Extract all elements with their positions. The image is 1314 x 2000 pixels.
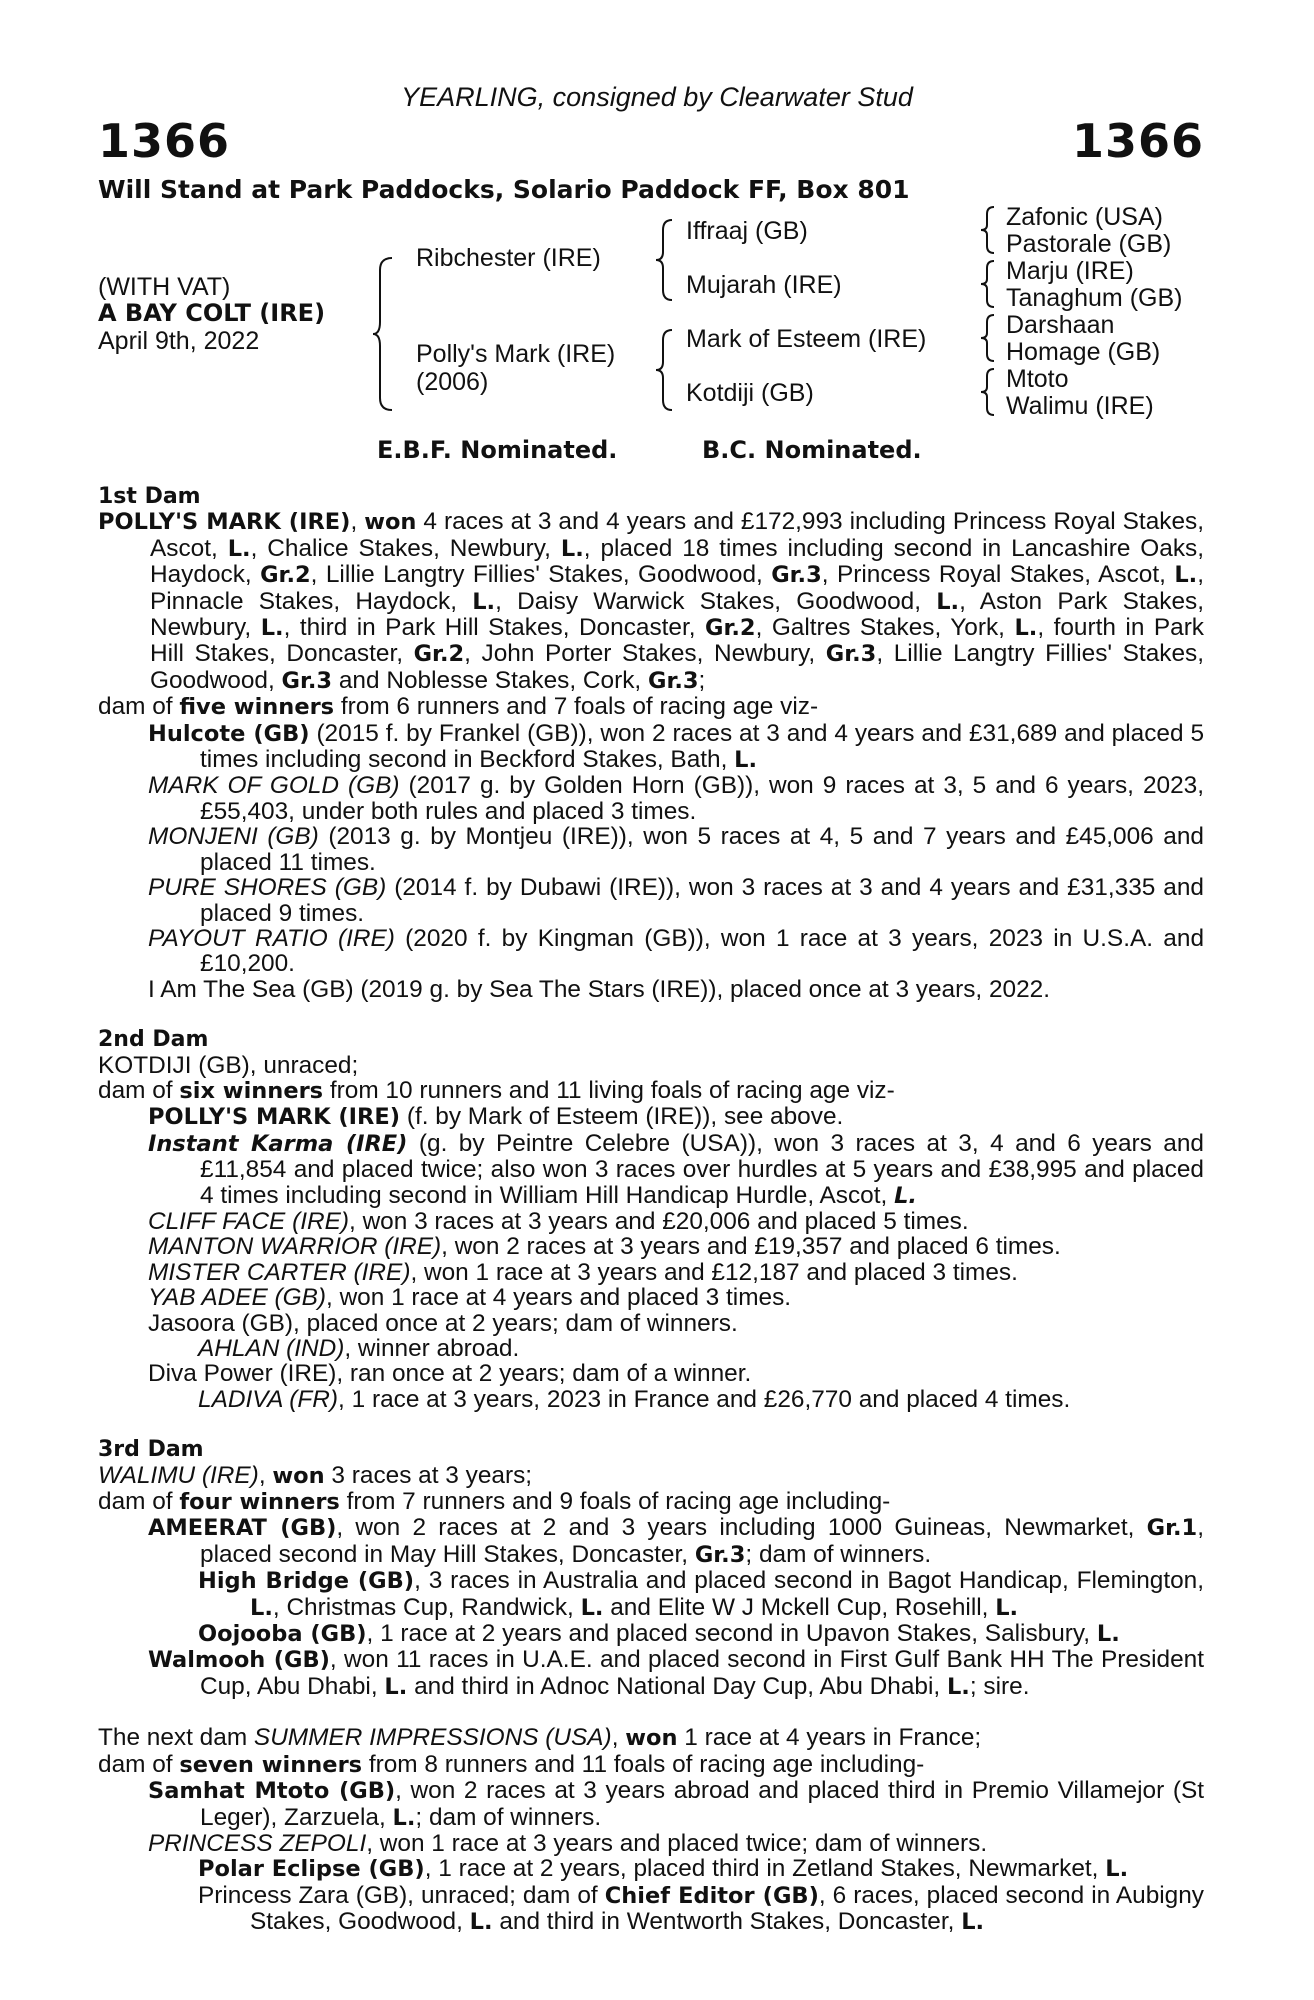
foaling-date: April 9th, 2022 — [98, 327, 260, 355]
second-dam-produce-summary: dam of six winners from 10 runners and 11 living foals of racing age viz- — [98, 1076, 895, 1104]
dam-name: Polly's Mark (IRE) — [416, 340, 616, 368]
g4-ancestor: Zafonic (USA) — [1006, 203, 1163, 231]
g4-ancestor: Mtoto — [1006, 365, 1069, 393]
produce-entry: Walmooh (GB), won 11 races in U.A.E. and placed second in First Gulf Bank HH The President Cup, Abu Dhabi, L. and third in Adnoc National Day Cup, Abu Dhabi, L.; sire. — [148, 1646, 1204, 1700]
produce-entry: Samhat Mtoto (GB), won 2 races at 3 years abroad and placed third in Premio Villamejor (St Leger), Zarzuela, L.; dam of winners. — [148, 1777, 1204, 1831]
bc-nomination: B.C. Nominated. — [702, 436, 922, 464]
g4-ancestor: Tanaghum (GB) — [1006, 284, 1183, 312]
produce-entry: PAYOUT RATIO (IRE) (2020 f. by Kingman (GB)), won 1 race at 3 years, 2023 in U.S.A. and £10,200. — [148, 924, 1205, 978]
dam-year: (2006) — [416, 368, 489, 396]
third-dam-heading: 3rd Dam — [98, 1437, 204, 1463]
g4-ancestor: Pastorale (GB) — [1006, 230, 1172, 258]
produce-entry: AMEERAT (GB), won 2 races at 2 and 3 years including 1000 Guineas, Newmarket, Gr.1, placed second in May Hill Stakes, Doncaster, Gr.3; dam of winners. — [148, 1514, 1204, 1568]
produce-entry: MONJENI (GB) (2013 g. by Montjeu (IRE)), won 5 races at 4, 5 and 7 years and £45,006 and placed 11 times. — [148, 823, 1204, 876]
pedigree-brace-dam — [655, 328, 675, 412]
g4-ancestor: Darshaan — [1006, 311, 1115, 339]
horse-name: A BAY COLT (IRE) — [98, 299, 326, 327]
produce-entry: POLLY'S MARK (IRE) (f. by Mark of Esteem (IRE)), see above. — [148, 1103, 844, 1131]
pedigree-brace-g4-4 — [980, 367, 996, 417]
g4-ancestor: Homage (GB) — [1006, 338, 1161, 366]
produce-entry: Oojooba (GB), 1 race at 2 years and placed second in Upavon Stakes, Salisbury, L. — [198, 1620, 1120, 1648]
produce-entry: Polar Eclipse (GB), 1 race at 2 years, placed third in Zetland Stakes, Newmarket, L. — [198, 1855, 1129, 1883]
third-dam-produce-summary: dam of four winners from 7 runners and 9 foals of racing age including- — [98, 1488, 891, 1516]
produce-entry: YAB ADEE (GB), won 1 race at 4 years and placed 3 times. — [148, 1284, 792, 1312]
produce-entry: CLIFF FACE (IRE), won 3 races at 3 years and £20,006 and placed 5 times. — [148, 1207, 969, 1235]
ebf-nomination: E.B.F. Nominated. — [377, 436, 618, 464]
first-dam-heading: 1st Dam — [98, 484, 201, 509]
pedigree-brace-sire — [655, 218, 675, 302]
produce-entry: Instant Karma (IRE) (g. by Peintre Celebre (USA)), won 3 races at 3, 4 and 6 years and £11,854 and placed twice; also won 3 races over hurdles at 5 years and £38,995 and placed 4 times including second in William Hill Handicap Hurdle, Ascot, L. — [148, 1129, 1204, 1209]
produce-entry: Diva Power (IRE), ran once at 2 years; dam of a winner. — [148, 1360, 752, 1388]
sire-dam: Mujarah (IRE) — [686, 271, 842, 299]
produce-entry: MARK OF GOLD (GB) (2017 g. by Golden Horn (GB)), won 9 races at 3, 5 and 6 years, 2023, £55,403, under both rules and placed 3 times. — [148, 772, 1204, 825]
produce-entry: MISTER CARTER (IRE), won 1 race at 3 years and £12,187 and placed 3 times. — [148, 1258, 1018, 1286]
produce-entry: Princess Zara (GB), unraced; dam of Chief Editor (GB), 6 races, placed second in Aubigny Stakes, Goodwood, L. and third in Wentworth Stakes, Doncaster, L. — [198, 1881, 1205, 1936]
next-dam-produce-summary: dam of seven winners from 8 runners and 11 foals of racing age including- — [98, 1750, 925, 1778]
produce-entry: PRINCESS ZEPOLI, won 1 race at 3 years and placed twice; dam of winners. — [148, 1829, 988, 1857]
catalogue-body — [98, 484, 1204, 1936]
produce-entry: LADIVA (FR), 1 race at 3 years, 2023 in France and £26,770 and placed 4 times. — [198, 1385, 1071, 1413]
second-dam-record: KOTDIJI (GB), unraced; — [98, 1051, 359, 1079]
produce-entry: AHLAN (IND), winner abroad. — [198, 1335, 520, 1362]
dam-dam: Kotdiji (GB) — [686, 379, 814, 407]
first-dam-record: POLLY'S MARK (IRE), won 4 races at 3 and 4 years and £172,993 including Princess Royal Stakes, Ascot, L., Chalice Stakes, Newbury, L., placed 18 times including second in Lancashire Oaks, Haydock, Gr.2, Lillie Langtry Fillies' Stakes, Goodwood, Gr.3, Princess Royal Stakes, Ascot, L., Pinnacle Stakes, Haydock, L., Daisy Warwick Stakes, Goodwood, L., Aston Park Stakes, Newbury, L., third in Park Hill Stakes, Doncaster, Gr.2, Galtres Stakes, York, L., fourth in Park Hill Stakes, Doncaster, Gr.2, John Porter Stakes, Newbury, Gr.3, Lillie Langtry Fillies' Stakes, Goodwood, Gr.3 and Noblesse Stakes, Cork, Gr.3; — [98, 508, 1205, 694]
produce-entry: Hulcote (GB) (2015 f. by Frankel (GB)), won 2 races at 3 and 4 years and £31,689 and placed 5 times including second in Beckford Stakes, Bath, L. — [148, 719, 1205, 774]
pedigree-brace-g4-3 — [980, 313, 996, 363]
produce-entry: Jasoora (GB), placed once at 2 years; dam of winners. — [148, 1309, 738, 1337]
stand-location: Will Stand at Park Paddocks, Solario Paddock FF, Box 801 — [98, 175, 910, 204]
sire-name: Ribchester (IRE) — [416, 244, 601, 272]
pedigree-brace-g4-2 — [980, 259, 996, 309]
first-dam-produce-summary: dam of five winners from 6 runners and 7 foals of racing age viz- — [98, 693, 819, 721]
produce-entry: I Am The Sea (GB) (2019 g. by Sea The Stars (IRE)), placed once at 3 years, 2022. — [148, 975, 1051, 1003]
second-dam-heading: 2nd Dam — [98, 1027, 209, 1053]
g4-ancestor: Marju (IRE) — [1006, 257, 1134, 285]
sire-sire: Iffraaj (GB) — [686, 217, 808, 245]
produce-entry: High Bridge (GB), 3 races in Australia and placed second in Bagot Handicap, Flemington, L., Christmas Cup, Randwick, L. and Elite W J Mckell Cup, Rosehill, L. — [198, 1567, 1205, 1621]
dam-sire: Mark of Esteem (IRE) — [686, 325, 927, 353]
g4-ancestor: Walimu (IRE) — [1006, 392, 1154, 420]
pedigree-brace-main — [372, 256, 396, 412]
vat-note: (WITH VAT) — [98, 273, 231, 301]
consignor-subtitle: YEARLING, consigned by Clearwater Stud — [401, 82, 913, 112]
next-dam-record: The next dam SUMMER IMPRESSIONS (USA), won 1 race at 4 years in France; — [98, 1724, 982, 1752]
produce-entry: MANTON WARRIOR (IRE), won 2 races at 3 years and £19,357 and placed 6 times. — [148, 1233, 1061, 1261]
third-dam-record: WALIMU (IRE), won 3 races at 3 years; — [98, 1461, 533, 1489]
lot-number-left: 1366 — [98, 114, 231, 168]
produce-entry: PURE SHORES (GB) (2014 f. by Dubawi (IRE)), won 3 races at 3 and 4 years and £31,335 and placed 9 times. — [148, 874, 1204, 927]
lot-number-right: 1366 — [1071, 114, 1204, 168]
pedigree-brace-g4-1 — [980, 205, 996, 255]
